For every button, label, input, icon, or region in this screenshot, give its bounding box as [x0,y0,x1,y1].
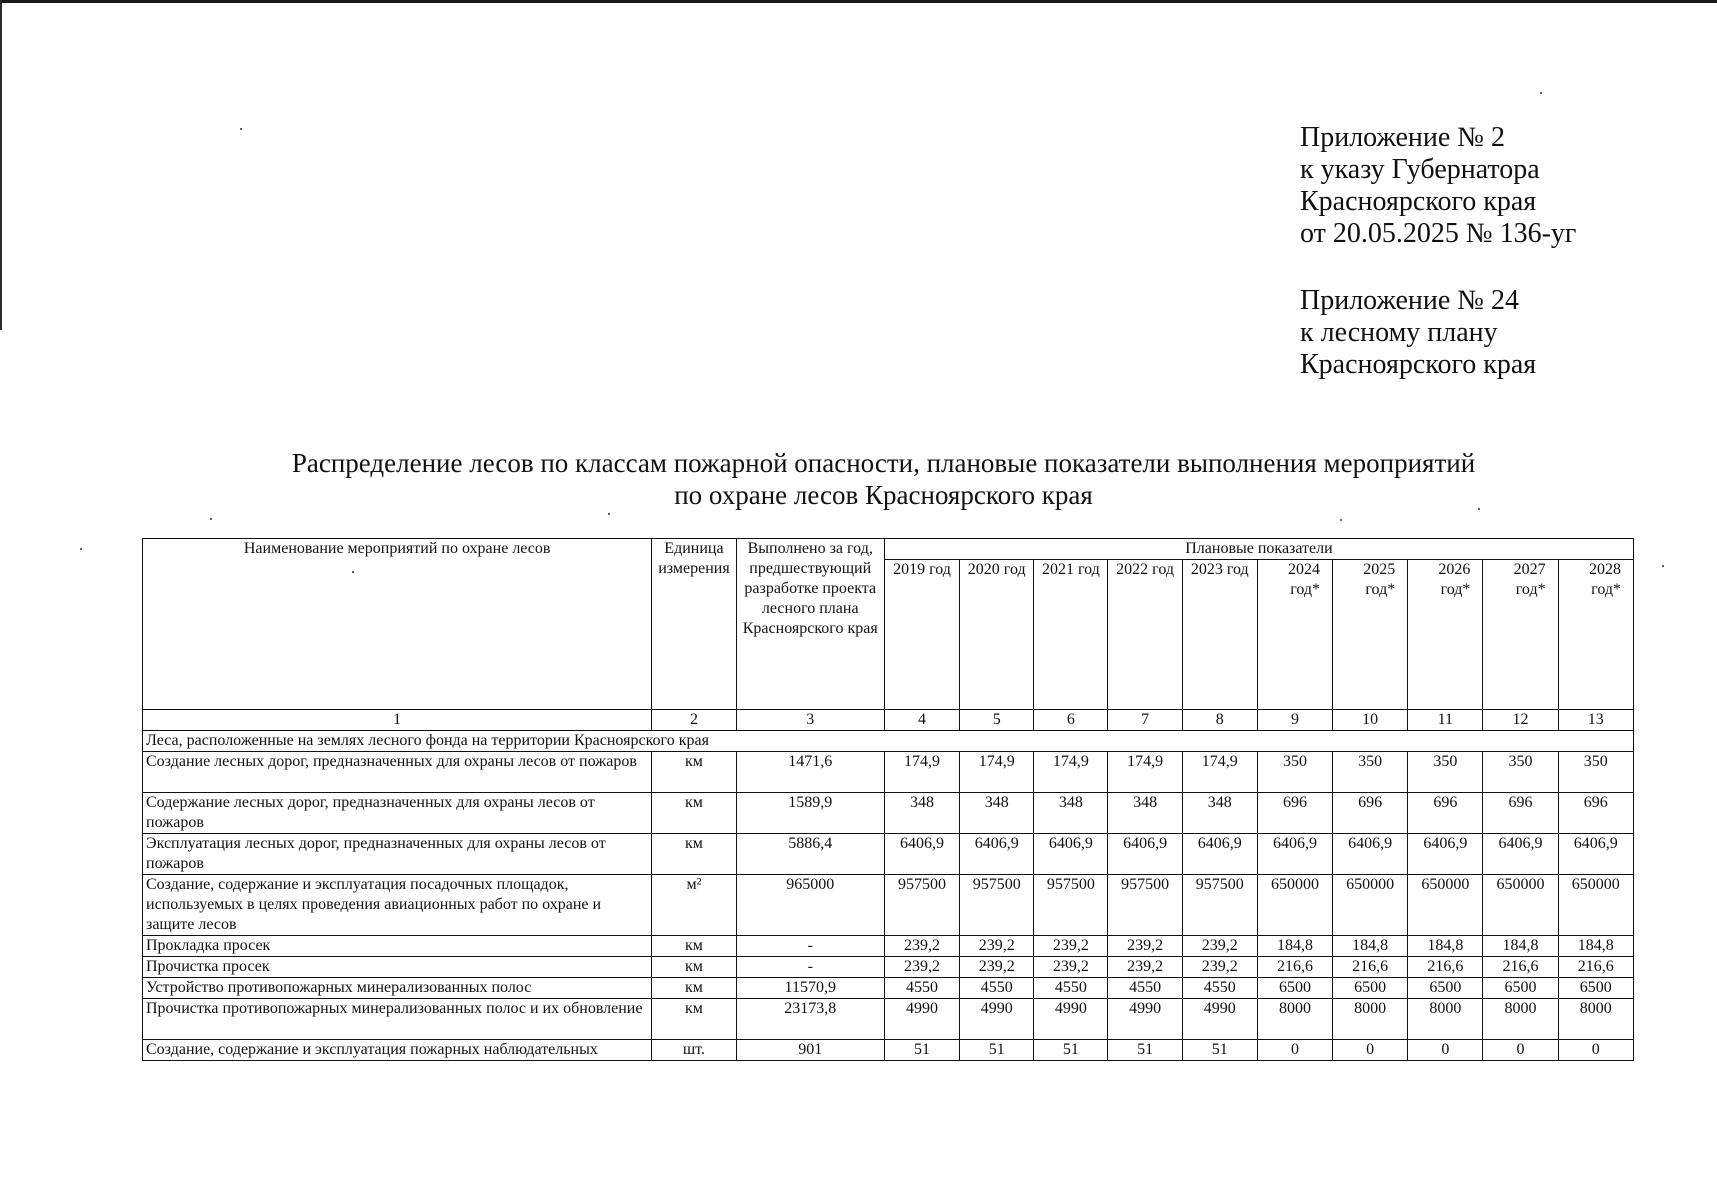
fire-protection-plan-table [142,538,1634,1061]
row-year-value: 4990 [960,999,1034,1040]
scan-speck [80,548,82,550]
table-row [143,978,1634,999]
column-number: 5 [960,710,1034,731]
section-row [143,731,1634,752]
column-number: 4 [884,710,959,731]
header-year: 2025 год* [1333,560,1408,710]
row-done: 901 [736,1040,884,1061]
section-title: Леса, расположенные на землях лесного фонда на территории Красноярского края [143,731,1634,752]
row-year-value: 6500 [1257,978,1332,999]
row-year-value: 957500 [884,875,959,936]
row-year-value: 6406,9 [1034,834,1108,875]
scan-speck [210,518,212,520]
table-row [143,793,1634,834]
scan-speck [240,128,242,130]
row-year-value: 350 [1483,752,1558,793]
row-year-value: 216,6 [1483,957,1558,978]
row-year-value: 348 [1182,793,1257,834]
row-unit: км [652,936,736,957]
column-number: 7 [1108,710,1182,731]
row-year-value: 184,8 [1558,936,1633,957]
row-year-value: 348 [960,793,1034,834]
row-year-value: 696 [1558,793,1633,834]
header-planned: Плановые показатели [884,539,1633,560]
row-year-value: 650000 [1483,875,1558,936]
row-unit: шт. [652,1040,736,1061]
row-year-value: 4550 [1034,978,1108,999]
row-year-value: 650000 [1408,875,1483,936]
row-year-value: 696 [1333,793,1408,834]
row-unit: км [652,978,736,999]
table-row [143,1040,1634,1061]
row-year-value: 184,8 [1257,936,1332,957]
row-year-value: 348 [1108,793,1182,834]
row-year-value: 6500 [1408,978,1483,999]
row-done: - [736,957,884,978]
table-row [143,752,1634,793]
row-name: Прочистка противопожарных минерализованных полос и их обновление [143,999,652,1040]
row-year-value: 6406,9 [1333,834,1408,875]
row-year-value: 0 [1483,1040,1558,1061]
row-year-value: 6500 [1558,978,1633,999]
header-year: 2026 год* [1408,560,1483,710]
row-year-value: 239,2 [1108,957,1182,978]
row-year-value: 239,2 [960,957,1034,978]
row-name: Создание, содержание и эксплуатация посадочных площадок, используемых в целях проведения авиационных работ по охране и защите лесов [143,875,652,936]
row-year-value: 239,2 [960,936,1034,957]
row-year-value: 6406,9 [1408,834,1483,875]
row-year-value: 51 [1182,1040,1257,1061]
header-year: 2019 год [884,560,959,710]
header-name-text: Наименование мероприятий по охране лесов [243,540,551,557]
header-year: 2027 год* [1483,560,1558,710]
row-year-value: 216,6 [1558,957,1633,978]
scan-speck [608,513,610,515]
header-year: 2028 год* [1558,560,1633,710]
row-name: Устройство противопожарных минерализованных полос [143,978,652,999]
table-row [143,999,1634,1040]
row-year-value: 239,2 [884,936,959,957]
row-unit: м² [652,875,736,936]
row-year-value: 8000 [1558,999,1633,1040]
row-year-value: 6406,9 [960,834,1034,875]
row-year-value: 174,9 [960,752,1034,793]
column-number: 9 [1257,710,1332,731]
row-year-value: 350 [1408,752,1483,793]
row-year-value: 650000 [1333,875,1408,936]
row-year-value: 8000 [1483,999,1558,1040]
row-year-value: 4990 [1034,999,1108,1040]
row-year-value: 8000 [1257,999,1332,1040]
column-number: 1 [143,710,652,731]
row-year-value: 184,8 [1483,936,1558,957]
row-year-value: 0 [1257,1040,1332,1061]
row-unit: км [652,834,736,875]
row-year-value: 216,6 [1257,957,1332,978]
row-year-value: 239,2 [1034,957,1108,978]
row-year-value: 6500 [1333,978,1408,999]
row-year-value: 0 [1408,1040,1483,1061]
row-year-value: 174,9 [1034,752,1108,793]
row-year-value: 239,2 [1182,936,1257,957]
header-year: 2021 год [1034,560,1108,710]
row-year-value: 51 [1034,1040,1108,1061]
header-year: 2023 год [1182,560,1257,710]
row-done: 5886,4 [736,834,884,875]
row-unit: км [652,957,736,978]
row-year-value: 696 [1257,793,1332,834]
row-unit: км [652,999,736,1040]
row-year-value: 184,8 [1333,936,1408,957]
row-year-value: 4550 [1182,978,1257,999]
row-done: 1589,9 [736,793,884,834]
row-done: 1471,6 [736,752,884,793]
row-year-value: 4550 [884,978,959,999]
column-number: 2 [652,710,736,731]
column-number: 6 [1034,710,1108,731]
header-name-mark: . [351,560,355,577]
header-unit: Единица измерения [652,539,736,710]
row-year-value: 650000 [1558,875,1633,936]
row-year-value: 650000 [1257,875,1332,936]
column-number-row [143,710,1634,731]
row-year-value: 6406,9 [1182,834,1257,875]
row-year-value: 239,2 [884,957,959,978]
row-name: Содержание лесных дорог, предназначенных для охраны лесов от пожаров [143,793,652,834]
row-year-value: 350 [1257,752,1332,793]
appendix-line: Красноярского края [1300,349,1537,380]
row-year-value: 0 [1333,1040,1408,1061]
column-number: 3 [736,710,884,731]
row-done: 23173,8 [736,999,884,1040]
row-year-value: 184,8 [1408,936,1483,957]
table-row [143,957,1634,978]
scan-speck [1540,92,1542,94]
appendix-line: к лесному плану [1300,317,1498,348]
row-done: - [736,936,884,957]
row-year-value: 239,2 [1182,957,1257,978]
row-year-value: 216,6 [1408,957,1483,978]
header-year: 2024 год* [1257,560,1332,710]
scan-edge-top [0,0,1717,3]
row-year-value: 6406,9 [1108,834,1182,875]
table-row [143,875,1634,936]
row-year-value: 4550 [1108,978,1182,999]
scan-speck [1340,519,1342,521]
row-year-value: 6500 [1483,978,1558,999]
row-year-value: 0 [1558,1040,1633,1061]
row-name: Создание, содержание и эксплуатация пожарных наблюдательных [143,1040,652,1061]
header-done: Выполнено за год, предшествующий разработке проекта лесного плана Красноярского края [736,539,884,710]
row-year-value: 174,9 [1182,752,1257,793]
row-year-value: 6406,9 [884,834,959,875]
row-year-value: 696 [1408,793,1483,834]
row-unit: км [652,752,736,793]
appendix-forest-plan [1300,285,1536,381]
scan-edge-left [0,0,2,330]
scan-speck [1662,565,1664,567]
row-year-value: 51 [1108,1040,1182,1061]
row-year-value: 957500 [1108,875,1182,936]
row-unit: км [652,793,736,834]
row-year-value: 51 [960,1040,1034,1061]
row-year-value: 348 [1034,793,1108,834]
column-number: 11 [1408,710,1483,731]
header-name [143,539,652,710]
row-year-value: 957500 [1034,875,1108,936]
row-year-value: 696 [1483,793,1558,834]
row-name: Прокладка просек [143,936,652,957]
appendix-line: Приложение № 2 [1300,122,1505,153]
row-year-value: 216,6 [1333,957,1408,978]
row-year-value: 174,9 [1108,752,1182,793]
header-year: 2022 год [1108,560,1182,710]
row-name: Прочистка просек [143,957,652,978]
title-line: по охране лесов Красноярского края [674,480,1093,510]
row-year-value: 51 [884,1040,959,1061]
row-year-value: 957500 [960,875,1034,936]
row-year-value: 6406,9 [1257,834,1332,875]
header-year: 2020 год [960,560,1034,710]
row-year-value: 957500 [1182,875,1257,936]
column-number: 10 [1333,710,1408,731]
column-number: 13 [1558,710,1633,731]
row-year-value: 239,2 [1034,936,1108,957]
table-body [143,752,1634,1061]
table-row [143,936,1634,957]
row-year-value: 174,9 [884,752,959,793]
row-year-value: 350 [1333,752,1408,793]
table-row [143,834,1634,875]
row-year-value: 348 [884,793,959,834]
row-year-value: 4990 [1108,999,1182,1040]
title-line: Распределение лесов по классам пожарной опасности, плановые показатели выполнения мероприятий [291,448,1476,478]
row-year-value: 239,2 [1108,936,1182,957]
row-year-value: 8000 [1408,999,1483,1040]
appendix-line: от 20.05.2025 № 136-уг [1300,218,1577,249]
document-title [0,447,1717,511]
appendix-line: Приложение № 24 [1300,285,1519,316]
row-done: 965000 [736,875,884,936]
row-year-value: 6406,9 [1558,834,1633,875]
row-year-value: 6406,9 [1483,834,1558,875]
appendix-line: Красноярского края [1300,186,1537,217]
row-name: Создание лесных дорог, предназначенных для охраны лесов от пожаров [143,752,652,793]
column-number: 12 [1483,710,1558,731]
column-number: 8 [1182,710,1257,731]
row-year-value: 4550 [960,978,1034,999]
row-name: Эксплуатация лесных дорог, предназначенных для охраны лесов от пожаров [143,834,652,875]
row-year-value: 4990 [884,999,959,1040]
row-year-value: 8000 [1333,999,1408,1040]
row-year-value: 350 [1558,752,1633,793]
appendix-line: к указу Губернатора [1300,154,1540,185]
row-done: 11570,9 [736,978,884,999]
row-year-value: 4990 [1182,999,1257,1040]
appendix-governor-decree [1300,122,1576,250]
